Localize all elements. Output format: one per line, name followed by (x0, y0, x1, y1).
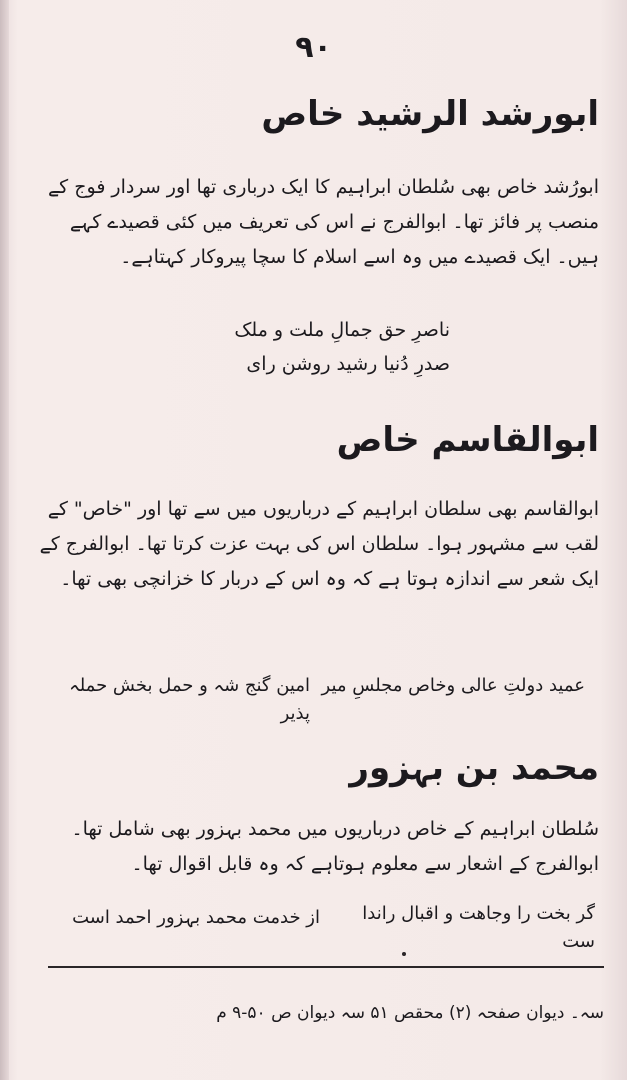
footnote: سہ۔ دیوان صفحہ (۲) محقص ۵۱ سہ دیوان ص ۵۰-۹ م (216, 1003, 604, 1023)
page-number: ۹۰ (295, 30, 332, 65)
decorative-dot (402, 952, 406, 956)
footnote-divider (48, 966, 604, 968)
verse-left-hemistich: امین گنج شہ و حمل بخش حملہ پذیر (69, 675, 310, 724)
section-paragraph-abu-rushd: ابورُشد خاص بھی سُلطان ابراہیم کا ایک درباری تھا اور سردار فوج کے منصب پر فائز تھا۔ ابوالفرج نے اس کی تعریف میں کئی قصیدے کہے ہیں۔ ایک قصیدے میں وہ اسے اسلام کا سچا پیروکار کہتاہے۔ (48, 176, 599, 268)
verse-right-hemistich-2: گر بخت را وجاهت و اقبال راندا ست (362, 903, 595, 952)
section-heading-abu-rushd: ابورشد الرشید خاص (261, 94, 599, 134)
section-heading-abul-qasim: ابوالقاسم خاص (336, 420, 599, 460)
section-paragraph-abul-qasim: ابوالقاسم بھی سلطان ابراہیم کے درباریوں میں سے تھا اور "خاص" کے لقب سے مشہور ہوا۔ سلطان اس کی بہت عزت کرتا تھا۔ ابوالفرج کے ایک شعر سے اندازہ ہوتا ہے کہ وہ اس کے دربار کا خزانچی بھی تھا۔ (39, 498, 599, 590)
verse-line-2: صدرِ دُنیا رشید روشن رای (246, 353, 450, 375)
verse-left-hemistich-2: از خدمت محمد بہزور احمد است (72, 907, 320, 928)
verse-line-1: ناصرِ حق جمالِ ملت و ملک (234, 319, 450, 341)
section-paragraph-muhammad-bahzur: سُلطان ابراہیم کے خاص درباریوں میں محمد بہزور بھی شامل تھا۔ ابوالفرج کے اشعار سے معلوم ہوتاہے کہ وہ قابل اقوال تھا۔ (71, 818, 599, 875)
verse-right-hemistich: عمید دولتِ عالی وخاص مجلسِ میر (321, 675, 585, 696)
section-heading-muhammad-bahzur: محمد بن بہزور (349, 748, 599, 788)
page-spine-shadow (0, 0, 9, 1080)
